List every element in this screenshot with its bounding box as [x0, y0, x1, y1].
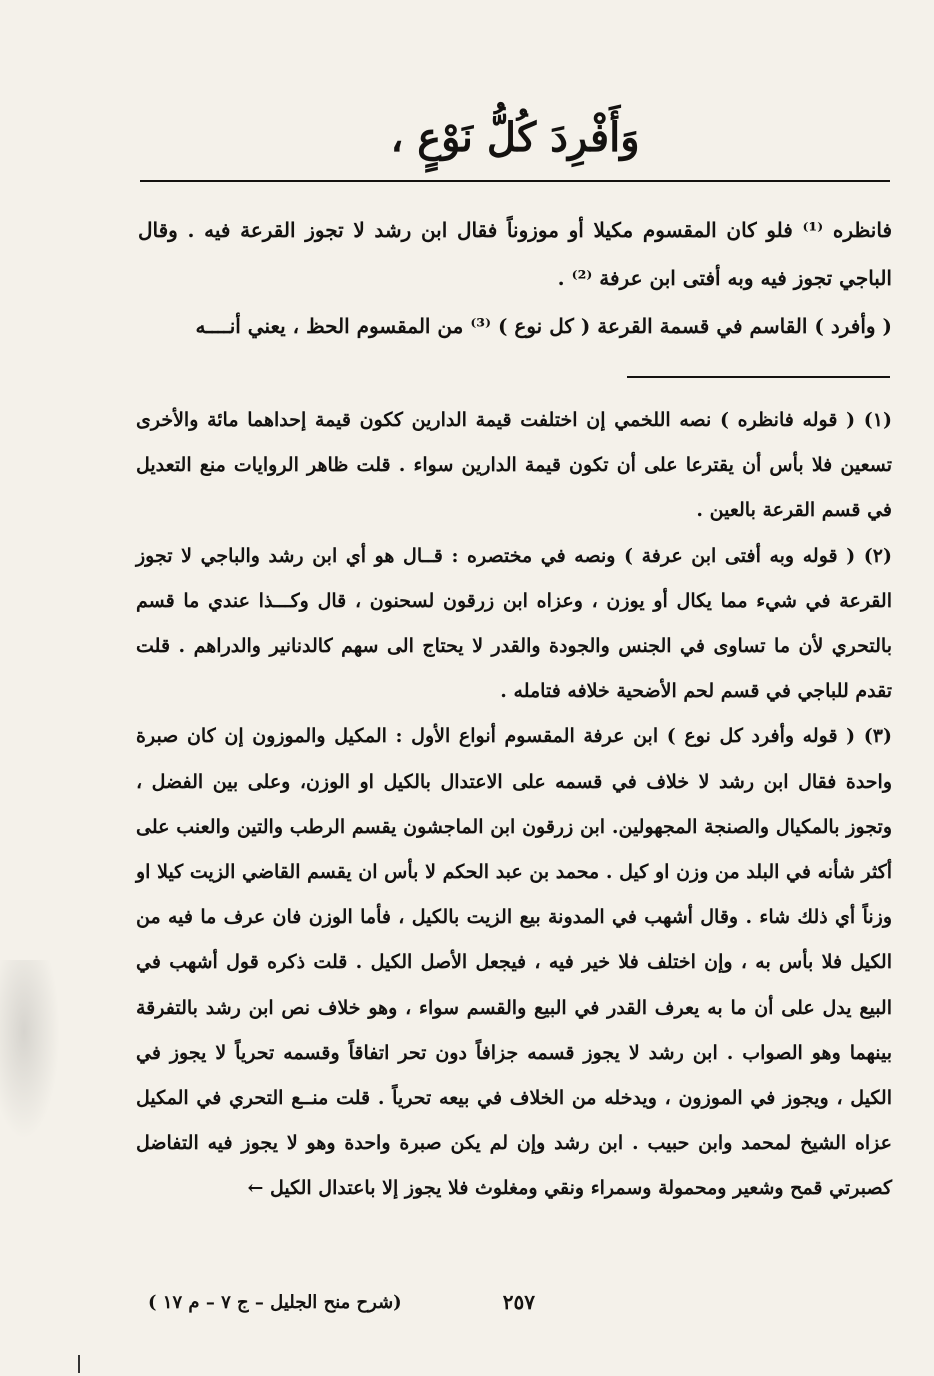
footnote-3: (٣) ( قوله وأفرد كل نوع ) ابن عرفة المقسوم أنواع الأول : المكيل والموزون إن كان صبرة واحدة فقال ابن رشد لا خلاف في قسمه على الاعتدال بالكيل او الوزن، وعلى بين الفضل ، وتجوز بالمكيال والصنجة المجهولين. ابن زرقون ابن الماجشون يقسم الرطب والتين والعنب على أكثر شأنه في البلد من وزن او كيل . محمد بن عبد الحكم لا بأس ان يقسم القاضي الزيت كيلا او وزناً أي ذلك شاء . وقال أشهب في المدونة بيع الزيت بالكيل ، فأما الوزن فان عرف ما فيه من الكيل فلا بأس به ، وإن اختلف فلا خير فيه ، فيجعل الأصل الكيل . قلت ذكره قول أشهب في البيع يدل على أن ما به يعرف القدر في البيع والقسم سواء ، وهو خلاف نص ابن رشد بالتفرقة بينهما وهو الصواب . ابن رشد لا يجوز قسمه جزافاً دون تحر اتفاقاً وقسمه تحرياً لا يجوز في الكيل ، ويجوز في الموزون ، ويدخله من الخلاف في بيعه تحرياً . قلت منــع التحري في المكيل عزاه الشيخ لمحمد وابن حبيب . ابن رشد وإن لم يكن صبرة واحدة وهو لا يجوز فيه التفاضل كصبرتي قمح وشعير ومحمولة وسمراء ونقي ومغلوث فلا يجوز إلا باعتدال الكيل ← — [136, 725, 892, 1200]
main-text-block — [138, 206, 892, 350]
page-number: ٢٥٧ — [502, 1290, 535, 1314]
scan-mark — [78, 1355, 80, 1373]
main-paragraph-1: فانظره ⁽¹⁾ فلو كان المقسوم مكيلا أو موزوناً فقال ابن رشد لا تجوز القرعة فيه . وقال الباجي تجوز فيه وبه أفتى ابن عرفة ⁽²⁾ . — [138, 218, 893, 290]
main-paragraph-2: ( وأفرد ) القاسم في قسمة القرعة ( كل نوع ) ⁽³⁾ من المقسوم الحظ ، يعني أنــــه — [195, 314, 892, 338]
footnote-rule — [627, 376, 890, 378]
scan-speckle — [0, 960, 60, 1140]
footnotes-block — [136, 398, 892, 1212]
footnote-2: (٢) ( قوله وبه أفتى ابن عرفة ) ونصه في مختصره : قــال هو أي ابن رشد والباجي لا تجوز القرعة في شيء مما يكال أو يوزن ، وعزاه ابن زرقون لسحنون ، قال وكـــذا عندي ما قسم بالتحري لأن ما تساوى في الجنس والجودة والقدر لا يحتاج الى سهم كالدنانير والدراهم . قلت تقدم للباجي في قسم لحم الأضحية خلافه فتامله . — [136, 544, 892, 703]
footnote-1: (١) ( قوله فانظره ) نصه اللخمي إن اختلفت قيمة الدارين ككون قيمة إحداهما مائة والأخرى تسعين فلا بأس أن يقترعا على أن تكون قيمة الدارين سواء . قلت ظاهر الروايات منع التعديل في قسم القرعة بالعين . — [136, 409, 892, 522]
page-footer — [140, 1290, 890, 1324]
page-header-title: وَأَفْرِدَ كُلُّ نَوْعٍ ، — [390, 114, 640, 161]
header-rule — [140, 180, 890, 182]
book-source-reference: (شرح منح الجليل – ج ٧ – م ١٧ ) — [148, 1292, 402, 1313]
